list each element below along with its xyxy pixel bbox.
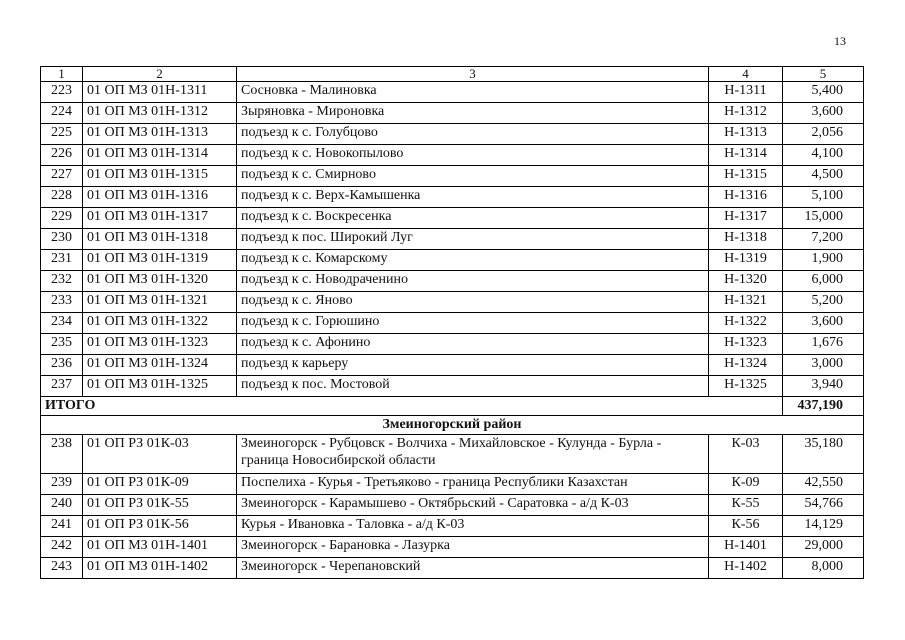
road-index-cell: Н-1323 [709, 334, 783, 355]
table-row [41, 334, 864, 355]
road-name-cell: подъезд к с. Новодраченино [237, 271, 709, 292]
road-index-cell: Н-1322 [709, 313, 783, 334]
row-number-cell: 233 [41, 292, 83, 313]
road-code-cell: 01 ОП МЗ 01Н-1322 [83, 313, 237, 334]
road-code-cell: 01 ОП РЗ 01К-03 [83, 435, 237, 474]
road-name-cell: Змеиногорск - Рубцовск - Волчиха - Михайловское - Кулунда - Бурла - граница Новосибирской области [237, 435, 709, 474]
road-length-cell: 4,500 [783, 166, 864, 187]
header-cell-3: 3 [237, 67, 709, 82]
road-length-cell: 3,600 [783, 103, 864, 124]
row-number-cell: 229 [41, 208, 83, 229]
total-label: ИТОГО [41, 397, 783, 416]
header-cell-5: 5 [783, 67, 864, 82]
row-number-cell: 243 [41, 558, 83, 579]
road-index-cell: К-56 [709, 516, 783, 537]
row-number-cell: 236 [41, 355, 83, 376]
road-index-cell: Н-1401 [709, 537, 783, 558]
road-code-cell: 01 ОП РЗ 01К-55 [83, 495, 237, 516]
road-index-cell: Н-1313 [709, 124, 783, 145]
header-row [41, 67, 864, 82]
road-name-cell: Змеиногорск - Барановка - Лазурка [237, 537, 709, 558]
road-length-cell: 1,900 [783, 250, 864, 271]
road-length-cell: 42,550 [783, 474, 864, 495]
table-row [41, 145, 864, 166]
table-row [41, 435, 864, 474]
road-index-cell: Н-1324 [709, 355, 783, 376]
road-length-cell: 5,200 [783, 292, 864, 313]
row-number-cell: 231 [41, 250, 83, 271]
road-name-cell: подъезд к с. Афонино [237, 334, 709, 355]
row-number-cell: 238 [41, 435, 83, 474]
road-code-cell: 01 ОП МЗ 01Н-1402 [83, 558, 237, 579]
road-length-cell: 3,940 [783, 376, 864, 397]
road-length-cell: 6,000 [783, 271, 864, 292]
row-number-cell: 227 [41, 166, 83, 187]
road-length-cell: 54,766 [783, 495, 864, 516]
table-row [41, 537, 864, 558]
row-number-cell: 240 [41, 495, 83, 516]
section-title: Змеиногорский район [41, 416, 864, 435]
road-index-cell: Н-1321 [709, 292, 783, 313]
road-name-cell: Змеиногорск - Черепановский [237, 558, 709, 579]
road-code-cell: 01 ОП МЗ 01Н-1320 [83, 271, 237, 292]
road-name-cell: Змеиногорск - Карамышево - Октябрьский - Саратовка - а/д К-03 [237, 495, 709, 516]
road-code-cell: 01 ОП МЗ 01Н-1318 [83, 229, 237, 250]
road-name-cell: Поспелиха - Курья - Третьяково - граница Республики Казахстан [237, 474, 709, 495]
row-number-cell: 226 [41, 145, 83, 166]
table-row [41, 271, 864, 292]
table-row [41, 229, 864, 250]
road-length-cell: 8,000 [783, 558, 864, 579]
road-index-cell: К-03 [709, 435, 783, 474]
table-body [41, 67, 864, 579]
row-number-cell: 225 [41, 124, 83, 145]
road-name-cell: подъезд к с. Комарскому [237, 250, 709, 271]
road-code-cell: 01 ОП МЗ 01Н-1319 [83, 250, 237, 271]
road-index-cell: Н-1319 [709, 250, 783, 271]
road-length-cell: 14,129 [783, 516, 864, 537]
table-row [41, 313, 864, 334]
road-name-cell: подъезд к с. Новокопылово [237, 145, 709, 166]
row-number-cell: 237 [41, 376, 83, 397]
road-name-cell: подъезд к с. Голубцово [237, 124, 709, 145]
road-length-cell: 1,676 [783, 334, 864, 355]
road-index-cell: Н-1325 [709, 376, 783, 397]
road-length-cell: 3,600 [783, 313, 864, 334]
road-code-cell: 01 ОП МЗ 01Н-1315 [83, 166, 237, 187]
road-code-cell: 01 ОП МЗ 01Н-1312 [83, 103, 237, 124]
road-name-cell: подъезд к с. Горюшино [237, 313, 709, 334]
road-code-cell: 01 ОП МЗ 01Н-1325 [83, 376, 237, 397]
road-length-cell: 2,056 [783, 124, 864, 145]
table-row [41, 376, 864, 397]
row-number-cell: 224 [41, 103, 83, 124]
road-length-cell: 35,180 [783, 435, 864, 474]
row-number-cell: 239 [41, 474, 83, 495]
road-length-cell: 7,200 [783, 229, 864, 250]
table-row [41, 208, 864, 229]
road-name-cell: Зыряновка - Мироновка [237, 103, 709, 124]
road-code-cell: 01 ОП РЗ 01К-56 [83, 516, 237, 537]
header-cell-4: 4 [709, 67, 783, 82]
road-code-cell: 01 ОП МЗ 01Н-1317 [83, 208, 237, 229]
road-code-cell: 01 ОП МЗ 01Н-1314 [83, 145, 237, 166]
road-list-table [40, 66, 864, 579]
road-name-cell: Сосновка - Малиновка [237, 82, 709, 103]
row-number-cell: 230 [41, 229, 83, 250]
road-index-cell: К-09 [709, 474, 783, 495]
total-value: 437,190 [783, 397, 864, 416]
road-index-cell: Н-1314 [709, 145, 783, 166]
road-name-cell: подъезд к карьеру [237, 355, 709, 376]
table-row [41, 495, 864, 516]
road-index-cell: Н-1316 [709, 187, 783, 208]
table-row [41, 474, 864, 495]
table-row [41, 355, 864, 376]
road-index-cell: Н-1402 [709, 558, 783, 579]
header-cell-2: 2 [83, 67, 237, 82]
road-code-cell: 01 ОП МЗ 01Н-1321 [83, 292, 237, 313]
row-number-cell: 235 [41, 334, 83, 355]
table-row [41, 292, 864, 313]
table-row [41, 103, 864, 124]
road-index-cell: Н-1312 [709, 103, 783, 124]
table-row [41, 516, 864, 537]
row-number-cell: 232 [41, 271, 83, 292]
section-row [41, 416, 864, 435]
table-row [41, 124, 864, 145]
road-length-cell: 5,100 [783, 187, 864, 208]
row-number-cell: 242 [41, 537, 83, 558]
road-index-cell: К-55 [709, 495, 783, 516]
road-name-cell: подъезд к пос. Широкий Луг [237, 229, 709, 250]
row-number-cell: 234 [41, 313, 83, 334]
road-index-cell: Н-1318 [709, 229, 783, 250]
road-name-cell: подъезд к с. Смирново [237, 166, 709, 187]
table-row [41, 166, 864, 187]
road-name-cell: подъезд к пос. Мостовой [237, 376, 709, 397]
road-code-cell: 01 ОП МЗ 01Н-1316 [83, 187, 237, 208]
road-index-cell: Н-1315 [709, 166, 783, 187]
row-number-cell: 228 [41, 187, 83, 208]
road-name-cell: подъезд к с. Верх-Камышенка [237, 187, 709, 208]
road-code-cell: 01 ОП МЗ 01Н-1323 [83, 334, 237, 355]
road-length-cell: 5,400 [783, 82, 864, 103]
road-name-cell: подъезд к с. Воскресенка [237, 208, 709, 229]
road-code-cell: 01 ОП МЗ 01Н-1324 [83, 355, 237, 376]
road-name-cell: подъезд к с. Яново [237, 292, 709, 313]
total-row [41, 397, 864, 416]
page-number: 13 [834, 34, 846, 48]
road-code-cell: 01 ОП МЗ 01Н-1313 [83, 124, 237, 145]
table-row [41, 558, 864, 579]
road-index-cell: Н-1317 [709, 208, 783, 229]
table-row [41, 82, 864, 103]
header-cell-1: 1 [41, 67, 83, 82]
road-length-cell: 29,000 [783, 537, 864, 558]
table-row [41, 250, 864, 271]
row-number-cell: 223 [41, 82, 83, 103]
road-length-cell: 4,100 [783, 145, 864, 166]
road-code-cell: 01 ОП МЗ 01Н-1311 [83, 82, 237, 103]
table-row [41, 187, 864, 208]
row-number-cell: 241 [41, 516, 83, 537]
road-code-cell: 01 ОП МЗ 01Н-1401 [83, 537, 237, 558]
road-length-cell: 15,000 [783, 208, 864, 229]
road-index-cell: Н-1320 [709, 271, 783, 292]
road-name-cell: Курья - Ивановка - Таловка - а/д К-03 [237, 516, 709, 537]
road-code-cell: 01 ОП РЗ 01К-09 [83, 474, 237, 495]
road-index-cell: Н-1311 [709, 82, 783, 103]
road-length-cell: 3,000 [783, 355, 864, 376]
